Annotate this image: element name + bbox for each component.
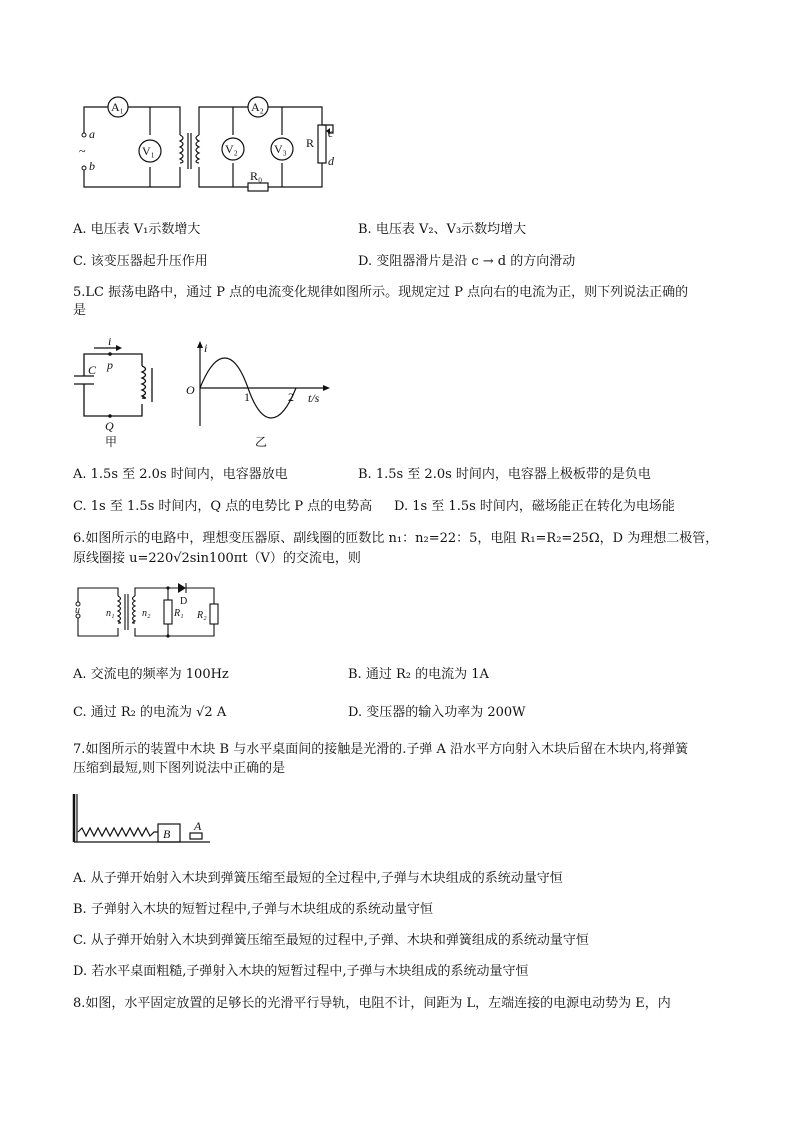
point-q-label: Q [105, 419, 114, 433]
q7-option-d[interactable]: D. 若水平桌面粗糙,子弹射入木块的短暂过程中,子弹与木块组成的系统动量守恒 [73, 964, 529, 979]
q6-option-c[interactable]: C. 通过 R₂ 的电流为 √2 A [73, 705, 227, 720]
q7-stem-line2: 压缩到最短,则下图列说法中正确的是 [73, 761, 286, 776]
q5-stem-line1: 5.LC 振荡电路中，通过 P 点的电流变化规律如图所示。现规定过 P 点向右的电流为正，则下列说法正确的 [73, 285, 689, 300]
q4-option-a[interactable]: A. 电压表 V₁示数增大 [73, 222, 201, 237]
fig-yi-caption: 乙 [255, 435, 268, 449]
spring-block-bullet-diagram [70, 788, 220, 850]
ammeter-a1-label: A₁ [111, 100, 124, 114]
q7-option-a[interactable]: A. 从子弹开始射入木块到弹簧压缩至最短的全过程中,子弹与木块组成的系统动量守恒 [73, 871, 563, 886]
capacitor-c-label: C [88, 363, 97, 377]
block-b-label: B [163, 827, 171, 841]
q5-option-a[interactable]: A. 1.5s 至 2.0s 时间内，电容器放电 [73, 467, 288, 482]
q7-option-c[interactable]: C. 从子弹开始射入木块到弹簧压缩至最短的过程中,子弹、木块和弹簧组成的系统动量守恒 [73, 933, 589, 948]
q5-stem-line2: 是 [73, 303, 87, 318]
voltmeter-v2-label: V₂ [225, 142, 238, 156]
ac-source-label: ~ [79, 144, 86, 158]
terminal-b-label: b [89, 159, 95, 173]
q5-option-b[interactable]: B. 1.5s 至 2.0s 时间内，电容器上极板带的是负电 [358, 467, 651, 482]
diode-d-label: D [180, 596, 188, 607]
point-p-label: p [107, 358, 113, 372]
slider-c-label: c [328, 126, 334, 140]
q4-option-d[interactable]: D. 变阻器滑片是沿 c → d 的方向滑动 [358, 254, 576, 269]
q5-option-c[interactable]: C. 1s 至 1.5s 时间内，Q 点的电势比 P 点的电势高 [73, 499, 373, 514]
coil-n1-label: n₁ [106, 608, 115, 619]
bullet-a-label: A [194, 819, 202, 833]
resistor-r2-label: R₂ [197, 610, 207, 621]
q6-stem-line1: 6.如图所示的电路中，理想变压器原、副线圈的匝数比 n₁：n₂=22：5，电阻 R₁=R₂=25Ω，D 为理想二极管， [73, 531, 719, 546]
diode-transformer-circuit [70, 578, 230, 648]
source-u-label: u [75, 605, 80, 616]
origin-o-label: O [186, 383, 195, 397]
tick-2-label: 2 [288, 390, 294, 404]
q6-option-b[interactable]: B. 通过 R₂ 的电流为 1A [348, 667, 489, 682]
terminal-a-label: a [89, 127, 95, 141]
current-time-graph-yi [180, 338, 340, 453]
transformer-circuit-diagram [70, 95, 340, 195]
coil-n2-label: n₂ [142, 608, 151, 619]
axis-i-label: i [204, 341, 208, 355]
voltmeter-v1-label: V₁ [142, 144, 155, 158]
fig-jia-caption: 甲 [105, 435, 118, 449]
q7-option-b[interactable]: B. 子弹射入木块的短暂过程中,子弹与木块组成的系统动量守恒 [73, 902, 433, 917]
q6-option-a[interactable]: A. 交流电的频率为 100Hz [73, 667, 229, 682]
rheostat-r-label: R [306, 136, 315, 150]
ammeter-a2-label: A₂ [251, 100, 264, 114]
q6-option-d[interactable]: D. 变压器的输入功率为 200W [348, 705, 526, 720]
q4-option-b[interactable]: B. 电压表 V₂、V₃示数均增大 [358, 222, 527, 237]
lc-circuit-diagram-jia [72, 338, 172, 453]
tick-1-label: 1 [244, 390, 250, 404]
q7-stem-line1: 7.如图所示的装置中木块 B 与水平桌面间的接触是光滑的.子弹 A 沿水平方向射入木块后留在木块内,将弹簧 [73, 742, 689, 757]
q4-option-c[interactable]: C. 该变压器起升压作用 [73, 254, 208, 269]
current-i-label: i [108, 338, 112, 348]
axis-t-label: t/s [308, 391, 320, 405]
q5-option-d[interactable]: D. 1s 至 1.5s 时间内，磁场能正在转化为电场能 [394, 499, 675, 514]
q6-stem-line2: 原线圈接 u=220√2sin100πt（V）的交流电，则 [73, 551, 361, 566]
resistor-r1-label: R₁ [174, 608, 184, 619]
slider-d-label: d [328, 154, 334, 168]
voltmeter-v3-label: V₃ [274, 142, 287, 156]
resistor-r0-label: R₀ [250, 169, 263, 183]
q8-stem-line1: 8.如图，水平固定放置的足够长的光滑平行导轨，电阻不计，间距为 L，左端连接的电源电动势为 E，内 [73, 996, 671, 1011]
